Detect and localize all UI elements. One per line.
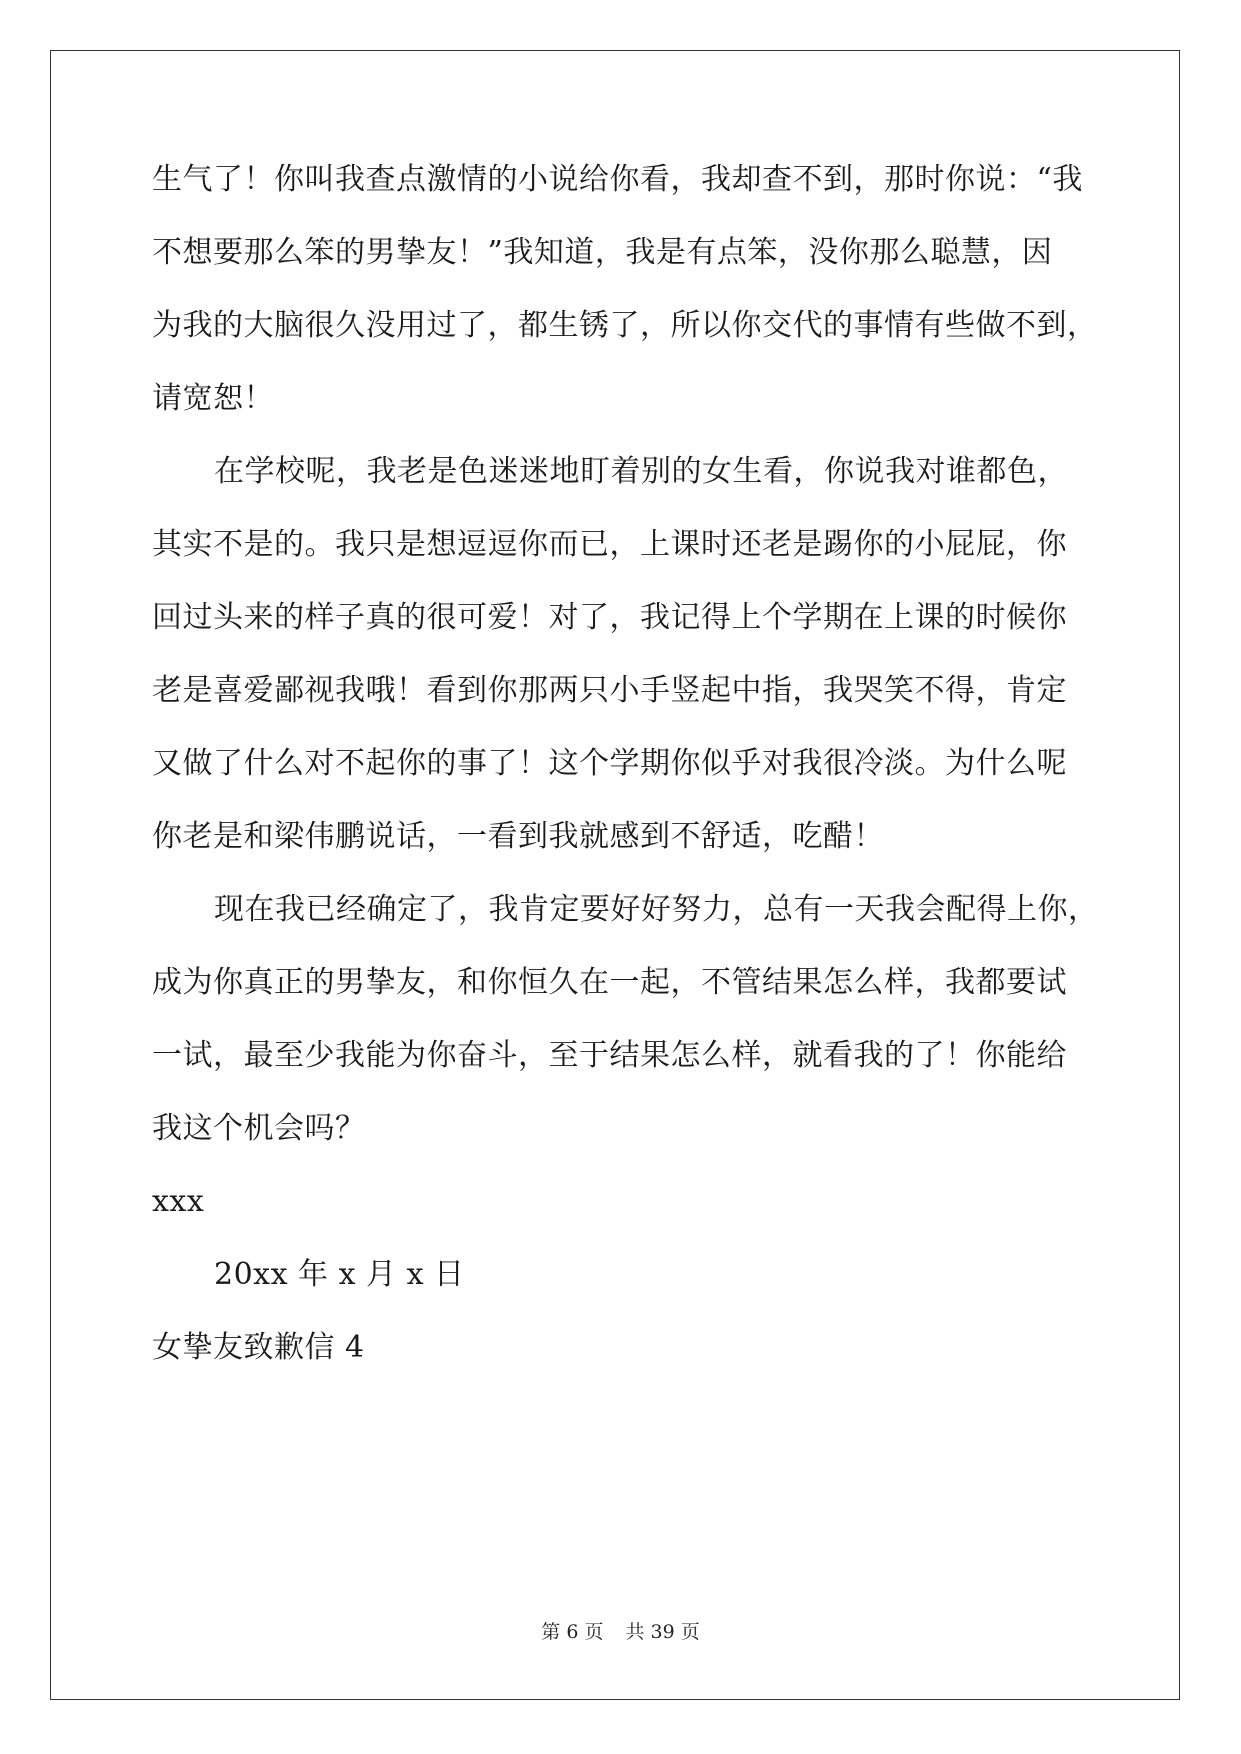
text-line: 成为你真正的男挚友，和你恒久在一起，不管结果怎么样，我都要试 [152, 965, 1067, 1000]
signature: xxx [152, 1184, 205, 1219]
text-line: 我这个机会吗？ [152, 1111, 366, 1146]
page-footer [0, 1617, 1241, 1644]
paragraph-start-line: 在学校呢，我老是色迷迷地盯着别的女生看，你说我对谁都色， [214, 454, 1068, 489]
text-line: 不想要那么笨的男挚友！”我知道，我是有点笨，没你那么聪慧，因 [152, 235, 1053, 270]
page-border [50, 50, 1180, 1700]
page-number: 第 6 页 [541, 1621, 604, 1643]
text-line: 一试，最至少我能为你奋斗，至于结果怎么样，就看我的了！你能给 [152, 1038, 1067, 1073]
text-line: 生气了！你叫我查点激情的小说给你看，我却查不到，那时你说：“我 [152, 162, 1083, 197]
text-line: 其实不是的。我只是想逗逗你而已，上课时还老是踢你的小屁屁，你 [152, 527, 1067, 562]
text-line: 回过头来的样子真的很可爱！对了，我记得上个学期在上课的时候你 [152, 600, 1067, 635]
text-line: 老是喜爱鄙视我哦！看到你那两只小手竖起中指，我哭笑不得，肯定 [152, 673, 1067, 708]
date-line: 20xx 年 x 月 x 日 [214, 1257, 465, 1292]
text-line: 你老是和梁伟鹏说话，一看到我就感到不舒适，吃醋！ [152, 819, 884, 854]
section-heading: 女挚友致歉信 4 [152, 1330, 365, 1365]
paragraph-start-line: 现在我已经确定了，我肯定要好好努力，总有一天我会配得上你， [214, 892, 1099, 927]
text-line: 又做了什么对不起你的事了！这个学期你似乎对我很冷淡。为什么呢 [152, 746, 1067, 781]
text-line: 为我的大脑很久没用过了，都生锈了，所以你交代的事情有些做不到， [152, 308, 1098, 343]
text-line: 请宽恕！ [152, 381, 274, 416]
page-total: 共 39 页 [625, 1621, 700, 1643]
